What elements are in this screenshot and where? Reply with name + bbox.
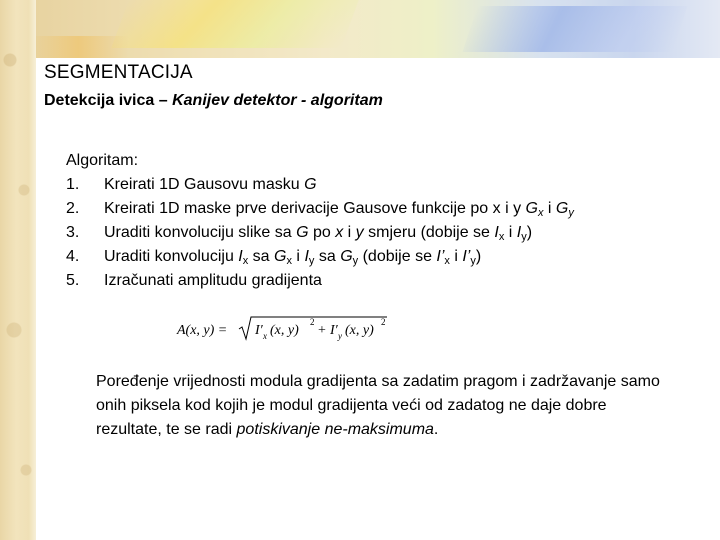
step-text: sa <box>248 248 275 265</box>
formula-lhs: A(x, y) = <box>177 323 228 338</box>
symbol-G: G <box>296 224 309 241</box>
symbol-Iy: I <box>516 224 522 241</box>
body-paragraph <box>96 370 676 442</box>
symbol-Gy-sub: y <box>568 207 574 219</box>
step-text: Uraditi konvoluciju <box>104 248 239 265</box>
symbol-y: y <box>355 224 364 241</box>
symbol-Iy: I <box>304 248 309 265</box>
slide-content-area <box>36 58 720 540</box>
formula-term2-square: 2 <box>381 317 386 327</box>
step-text: i <box>291 248 305 265</box>
formula-plus: + <box>318 323 326 338</box>
header-blue-stroke <box>463 6 688 52</box>
step-text: i <box>504 224 517 241</box>
slide-subtitle <box>44 92 383 110</box>
symbol-Ipx-sub: x <box>444 255 450 267</box>
formula-term1: I′ <box>255 323 263 338</box>
subtitle-italic: Kanijev detektor - algoritam <box>172 92 383 109</box>
symbol-Gy: G <box>340 248 353 265</box>
step-text: Kreirati 1D maske prve derivacije Gausove funkcije po x i y <box>104 200 526 217</box>
subtitle-prefix: Detekcija ivica – <box>44 92 173 109</box>
symbol-Gx-sub: x <box>537 207 544 219</box>
formula-term1-args: (x, y) <box>270 323 299 338</box>
left-parchment-border <box>0 0 36 540</box>
step-text: ) <box>526 224 533 241</box>
symbol-Ix: I <box>238 248 243 265</box>
symbol-Gx: G <box>274 248 287 265</box>
step-text: i <box>449 248 463 265</box>
symbol-Gx: G <box>525 200 538 217</box>
symbol-Ipy: I’ <box>462 248 471 265</box>
symbol-Ipx: I’ <box>436 248 445 265</box>
symbol-G: G <box>304 176 317 193</box>
paragraph-italic: potiskivanje ne-maksimuma <box>236 421 434 438</box>
symbol-x: x <box>335 224 344 241</box>
symbol-Gy: G <box>555 200 569 217</box>
header-yellow-stroke <box>111 0 358 48</box>
step-text: i <box>543 200 556 217</box>
step-number: 2. <box>66 200 80 217</box>
step-text: i <box>343 224 356 241</box>
symbol-Iy-sub: y <box>521 231 527 243</box>
symbol-Ix-sub: x <box>498 231 505 243</box>
paragraph-end: . <box>433 421 439 438</box>
algorithm-step <box>66 173 574 197</box>
algorithm-step <box>66 245 574 269</box>
step-text: sa <box>314 248 341 265</box>
step-text: smjeru (dobije se <box>363 224 495 241</box>
algorithm-list <box>66 149 574 293</box>
formula-term2-sub: y <box>338 331 342 341</box>
symbol-Iy-sub: y <box>308 255 315 267</box>
symbol-Ix: I <box>494 224 499 241</box>
step-number: 5. <box>66 272 80 289</box>
step-text: Uraditi konvoluciju slike sa <box>104 224 297 241</box>
step-text: po <box>308 224 336 241</box>
header-orange-stroke <box>28 36 128 60</box>
symbol-Gx-sub: x <box>286 255 292 267</box>
paragraph-text: Poređenje vrijednosti modula gradijenta sa zadatim pragom i zadržavanje samo onih piksela kod kojih je modul gradijenta veći od zadatog ne daje dobre rezultate, te se radi <box>96 373 660 438</box>
step-text: ) <box>475 248 482 265</box>
algorithm-heading: Algoritam: <box>66 152 139 169</box>
step-text: Izračunati amplitudu gradijenta <box>104 272 322 289</box>
formula-term2: I′ <box>330 323 338 338</box>
algorithm-step <box>66 269 574 293</box>
gradient-amplitude-formula <box>175 314 390 344</box>
step-text: (dobije se <box>358 248 437 265</box>
formula-term1-sub: x <box>263 331 267 341</box>
symbol-Ix-sub: x <box>242 255 249 267</box>
step-number: 3. <box>66 224 80 241</box>
algorithm-step <box>66 197 574 221</box>
formula-term1-square: 2 <box>310 317 315 327</box>
step-number: 4. <box>66 248 80 265</box>
step-text: Kreirati 1D Gausovu masku <box>104 176 305 193</box>
step-number: 1. <box>66 176 80 193</box>
slide-title: SEGMENTACIJA <box>44 62 193 83</box>
symbol-Gy-sub: y <box>352 255 359 267</box>
symbol-Ipy-sub: y <box>470 255 476 267</box>
algorithm-step <box>66 221 574 245</box>
formula-term2-args: (x, y) <box>345 323 374 338</box>
